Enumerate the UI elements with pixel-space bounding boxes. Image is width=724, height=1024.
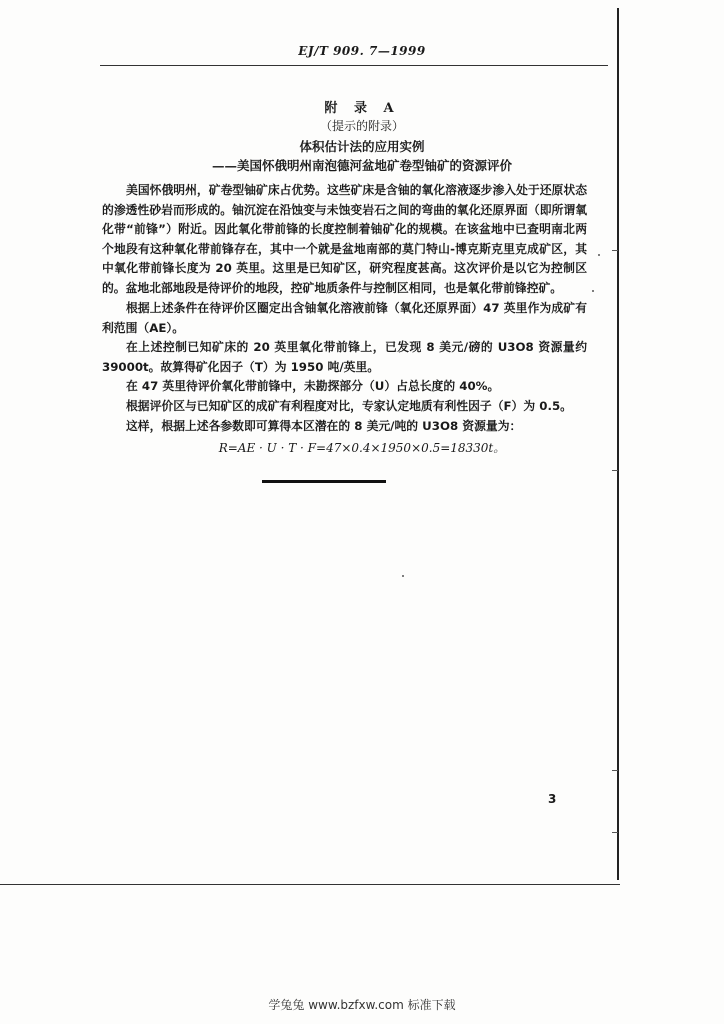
edge-tick (612, 770, 618, 771)
scan-speck (402, 575, 404, 577)
paragraph: 根据评价区与已知矿区的成矿有利程度对比，专家认定地质有利性因子（F）为 0.5。 (126, 399, 572, 413)
scan-speck (592, 290, 594, 292)
standard-number: EJ/T 909. 7—1999 (298, 44, 426, 58)
annex-note: （提示的附录） (319, 119, 404, 133)
resource-formula: R=AE · U · T · F=47×0.4×1950×0.5=18330t。 (218, 441, 506, 455)
paragraph: 美国怀俄明州，矿卷型铀矿床占优势。这些矿床是含铀的氧化溶液逐步渗入处于还原状态的渗透性砂岩而形成的。铀沉淀在沿蚀变与未蚀变岩石之间的弯曲的氧化还原界面（即所谓氧化带“前锋”）附近。因此氧化带前锋的长度控制着铀矿化的规模。在该盆地中已查明南北两个地段有这种氧化带前锋存在，其中一个就是盆地南部的莫门特山-博克斯克里克成矿区，其中氧化带前锋长度为 20 英里。这里是已知矿区，研究程度甚高。这次评价是以它为控制区的。盆地北部地段是待评价的地段，控矿地质条件与控制区相同，也是氧化带前锋控矿。 (102, 183, 587, 295)
header-rule (100, 65, 608, 66)
paragraph: 在上述控制已知矿床的 20 英里氧化带前锋上，已发现 8 美元/磅的 U3O8 资源量约 39000t。故算得矿化因子（T）为 1950 吨/英里。 (102, 340, 587, 374)
footer-watermark: 学兔兔 www.bzfxw.com 标准下载 (268, 998, 456, 1012)
edge-tick (612, 250, 618, 251)
paragraph: 在 47 英里待评价氧化带前锋中，未勘探部分（U）占总长度的 40%。 (126, 379, 500, 393)
page-number: 3 (548, 792, 557, 806)
bottom-rule (0, 884, 620, 885)
edge-tick (612, 832, 618, 833)
annex-title: 体积估计法的应用实例 (299, 139, 425, 154)
end-rule (262, 480, 386, 483)
paragraph: 根据上述条件在待评价区圈定出含铀氧化溶液前锋（氧化还原界面）47 英里作为成矿有利范围（AE）。 (102, 301, 587, 335)
annex-label: 附 录 A (324, 101, 400, 116)
annex-subtitle: ——美国怀俄明州南泡德河盆地矿卷型铀矿的资源评价 (211, 158, 512, 173)
paragraph: 这样，根据上述各参数即可算得本区潜在的 8 美元/吨的 U3O8 资源量为： (126, 419, 522, 433)
edge-tick (612, 470, 618, 471)
scan-speck (598, 254, 600, 256)
